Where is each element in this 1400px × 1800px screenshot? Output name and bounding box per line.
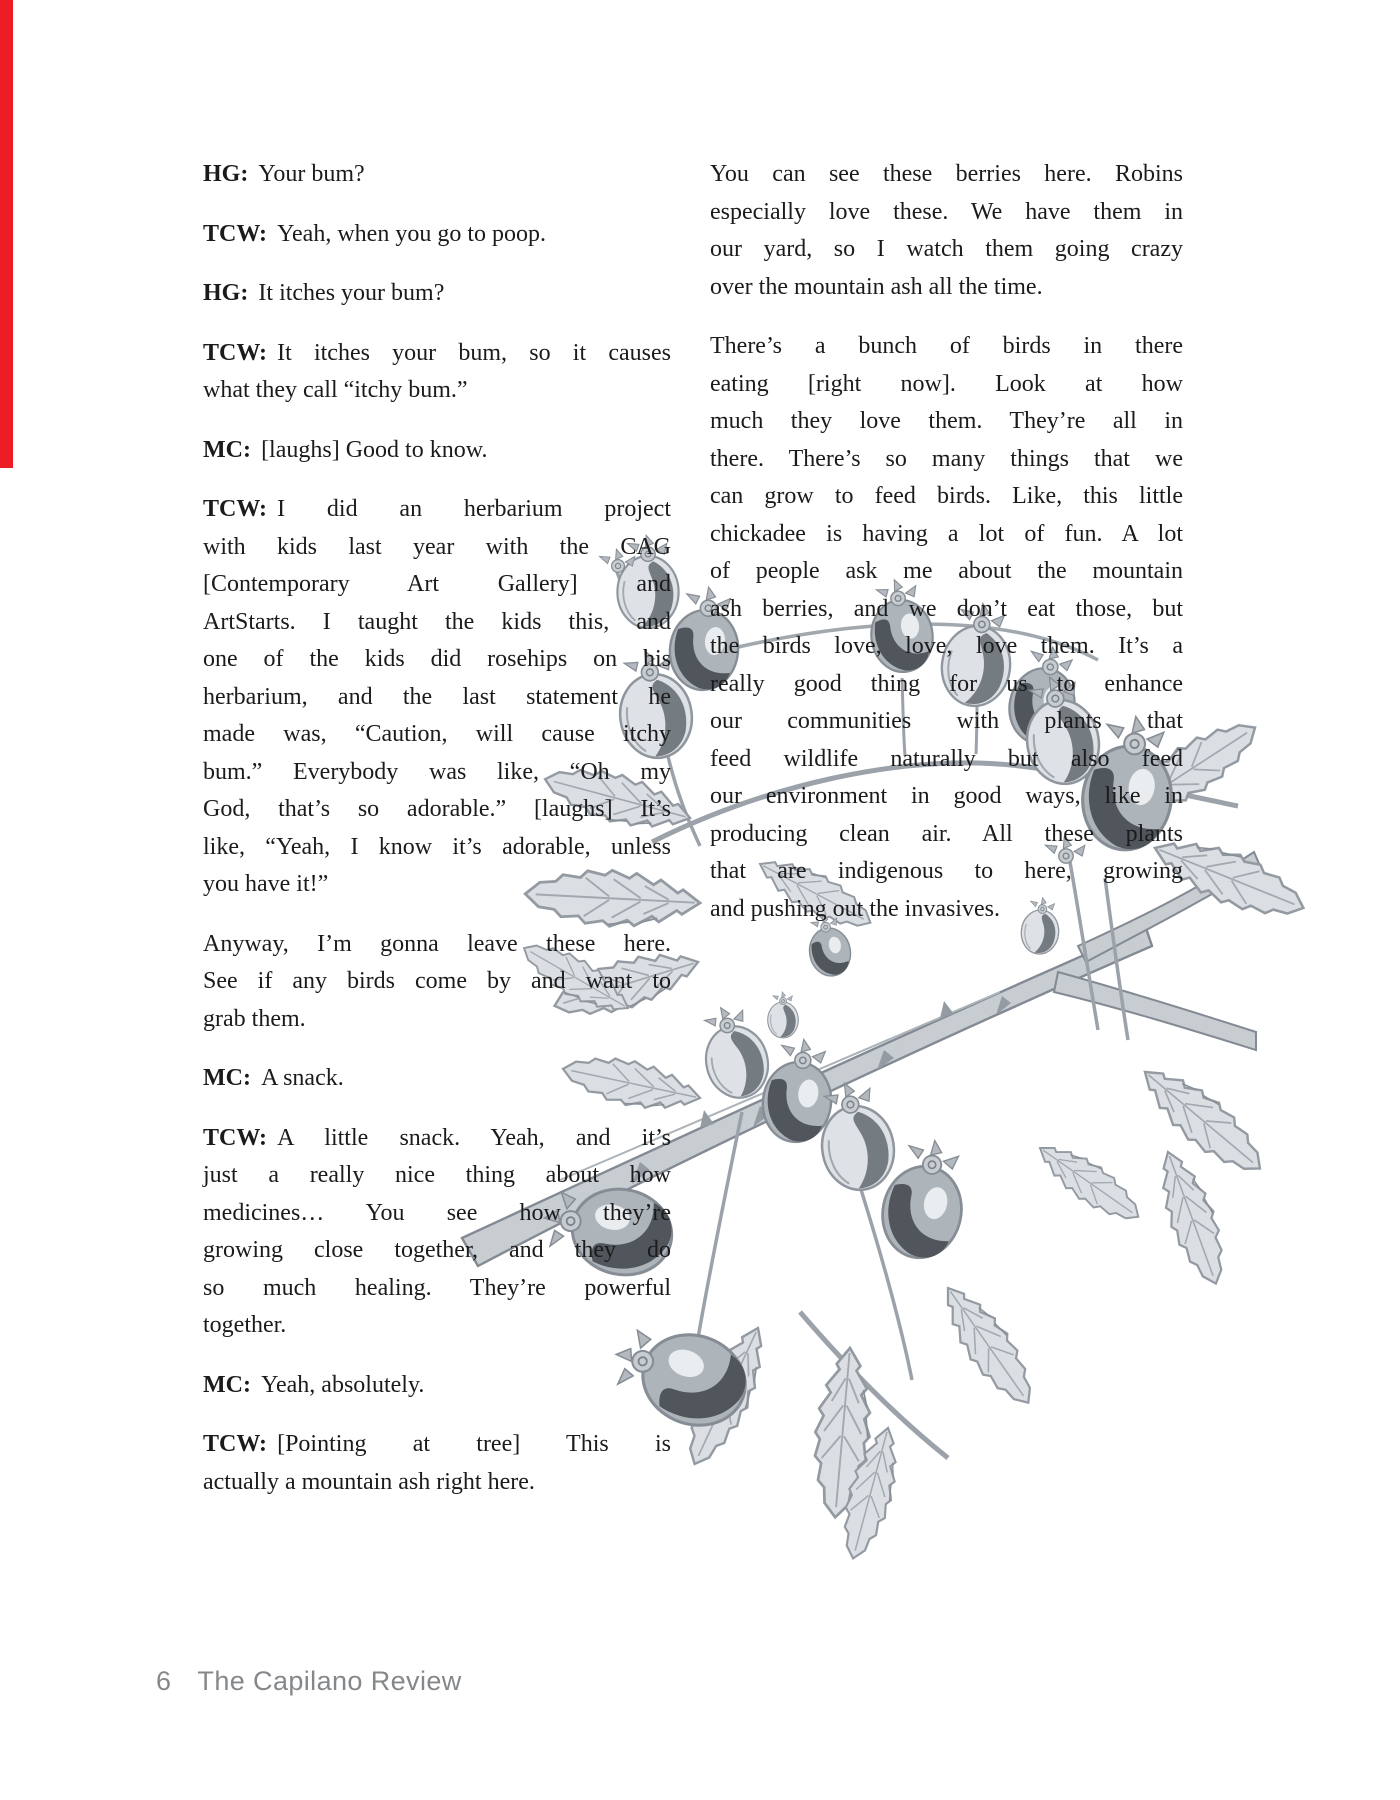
- text-line: made was, “Caution, will cause itchy: [203, 721, 671, 747]
- speaker-label: HG:: [203, 280, 249, 306]
- text-line: our environment in good ways, like in: [710, 783, 1183, 809]
- text-line: MC: [laughs] Good to know.: [203, 436, 488, 463]
- text-line: Anyway, I’m gonna leave these here.: [203, 930, 671, 957]
- text-line: eating [right now]. Look at how: [710, 370, 1183, 397]
- speaker-label: HG:: [203, 161, 249, 187]
- speaker-label: MC:: [203, 1371, 251, 1398]
- text-line: TCW: [Pointing at tree] This is: [203, 1431, 671, 1457]
- speaker-label: TCW:: [203, 339, 268, 366]
- text-line: with kids last year with the CAG: [203, 533, 671, 560]
- paragraph: [203, 1060, 671, 1098]
- text-line: one of the kids did rosehips on his: [203, 646, 671, 672]
- text-line: our yard, so I watch them going crazy: [710, 236, 1183, 262]
- paragraph: [203, 156, 671, 194]
- text-line: our communities with plants that: [710, 708, 1183, 734]
- paragraph: [203, 216, 671, 254]
- text-line: There’s a bunch of birds in there: [710, 333, 1183, 359]
- text-line: ArtStarts. I taught the kids this, and: [203, 608, 671, 635]
- left-text-column: [203, 156, 671, 1523]
- text-line: really good thing for us to enhance: [710, 670, 1183, 697]
- speaker-label: MC:: [203, 436, 251, 463]
- text-line: HG: Your bum?: [203, 161, 365, 187]
- text-line: MC: A snack.: [203, 1065, 344, 1091]
- text-line: ash berries, and we don’t eat those, but: [710, 595, 1183, 622]
- text-line: much they love them. They’re all in: [710, 408, 1183, 434]
- speaker-label: MC:: [203, 1065, 251, 1091]
- text-line: TCW: Yeah, when you go to poop.: [203, 220, 546, 247]
- text-line: there. There’s so many things that we: [710, 445, 1183, 472]
- speaker-label: TCW:: [203, 220, 268, 247]
- text-line: feed wildlife naturally but also feed: [710, 745, 1183, 772]
- paragraph: [203, 1367, 671, 1405]
- paragraph: [203, 335, 671, 410]
- paragraph: [203, 432, 671, 470]
- paragraph: [203, 491, 671, 904]
- paragraph: [203, 1426, 671, 1501]
- text-line: chickadee is having a lot of fun. A lot: [710, 520, 1183, 547]
- text-line: together.: [203, 1312, 287, 1338]
- text-line: over the mountain ash all the time.: [710, 273, 1043, 300]
- text-line: MC: Yeah, absolutely.: [203, 1371, 425, 1398]
- page-footer: [156, 1666, 462, 1697]
- paragraph: [710, 328, 1183, 928]
- text-line: herbarium, and the last statement he: [203, 683, 671, 710]
- paragraph: [203, 926, 671, 1039]
- right-text-column: [710, 156, 1183, 950]
- text-line: what they call “itchy bum.”: [203, 377, 468, 403]
- speaker-label: TCW:: [203, 496, 268, 522]
- text-line: and pushing out the invasives.: [710, 895, 1000, 922]
- text-line: grab them.: [203, 1005, 306, 1032]
- text-line: See if any birds come by and want to: [203, 968, 671, 994]
- text-line: of people ask me about the mountain: [710, 558, 1183, 584]
- text-line: growing close together, and they do: [203, 1237, 671, 1263]
- text-line: actually a mountain ash right here.: [203, 1468, 535, 1495]
- text-line: just a really nice thing about how: [203, 1162, 671, 1188]
- text-line: producing clean air. All these plants: [710, 820, 1183, 847]
- paragraph: [203, 1120, 671, 1345]
- text-line: bum.” Everybody was like, “Oh my: [203, 758, 671, 785]
- speaker-label: TCW:: [203, 1431, 268, 1457]
- page-number: 6: [156, 1666, 172, 1696]
- text-line: especially love these. We have them in: [710, 198, 1183, 225]
- paragraph: [710, 156, 1183, 306]
- journal-title: The Capilano Review: [197, 1666, 462, 1696]
- text-line: You can see these berries here. Robins: [710, 161, 1183, 187]
- text-line: medicines… You see how they’re: [203, 1199, 671, 1226]
- speaker-label: TCW:: [203, 1124, 268, 1151]
- text-line: so much healing. They’re powerful: [203, 1274, 671, 1301]
- text-line: that are indigenous to here, growing: [710, 858, 1183, 884]
- text-line: TCW: A little snack. Yeah, and it’s: [203, 1124, 671, 1151]
- text-line: [Contemporary Art Gallery] and: [203, 571, 671, 597]
- text-line: you have it!”: [203, 871, 329, 897]
- text-line: like, “Yeah, I know it’s adorable, unless: [203, 833, 671, 860]
- text-line: TCW: It itches your bum, so it causes: [203, 339, 671, 366]
- text-line: can grow to feed birds. Like, this little: [710, 483, 1183, 509]
- red-accent-bar: [0, 0, 13, 468]
- text-line: God, that’s so adorable.” [laughs] It’s: [203, 796, 671, 822]
- paragraph: [203, 275, 671, 313]
- text-line: HG: It itches your bum?: [203, 280, 445, 306]
- text-line: the birds love, love, love them. It’s a: [710, 633, 1183, 659]
- text-line: TCW: I did an herbarium project: [203, 496, 671, 522]
